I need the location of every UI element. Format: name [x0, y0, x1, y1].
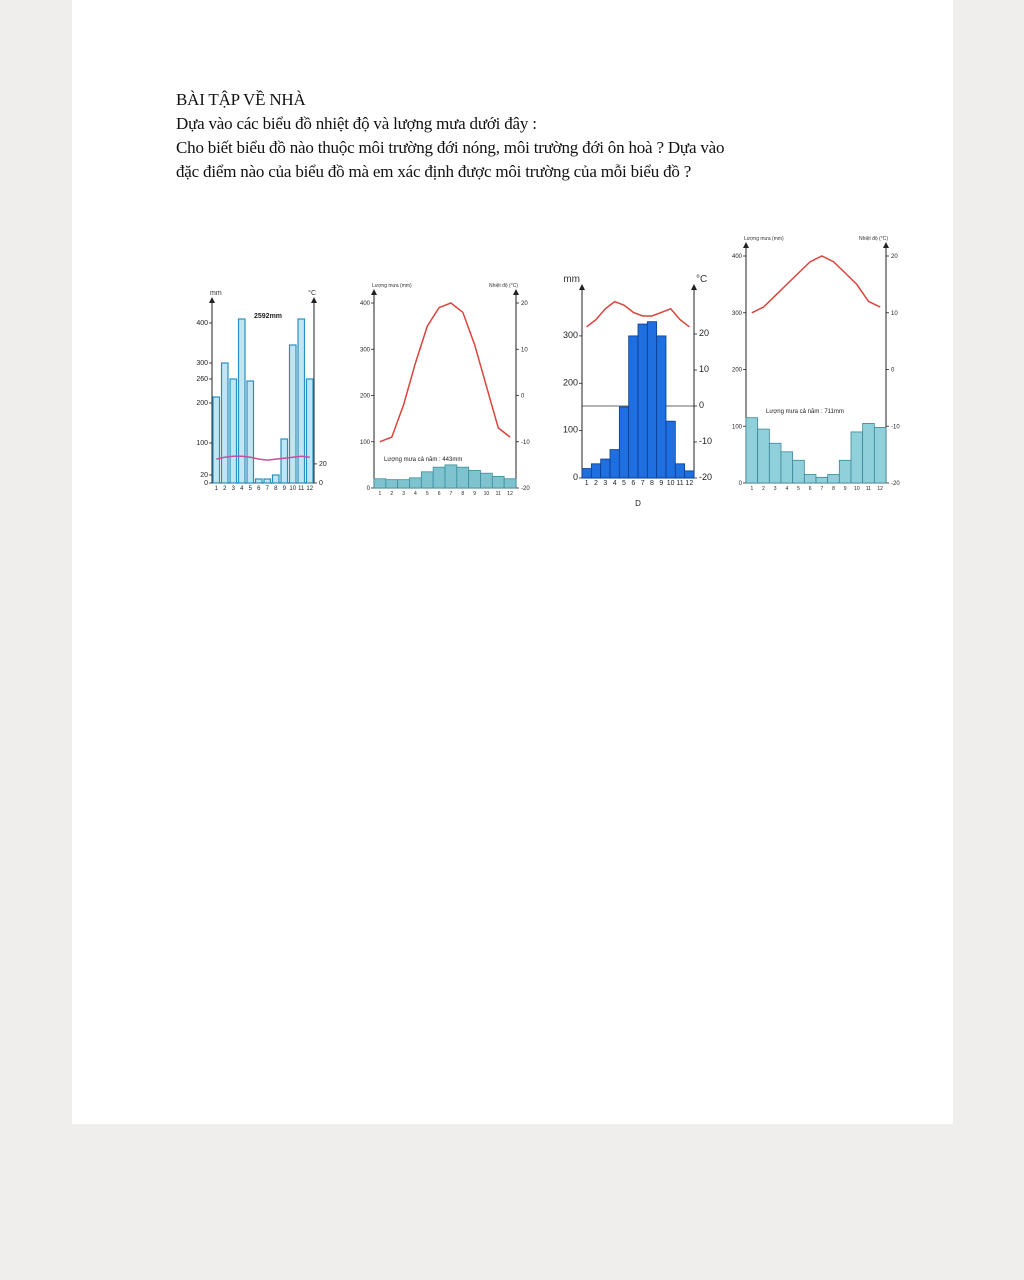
rain-bar	[591, 464, 600, 478]
exercise-question-line-1: Cho biết biểu đồ nào thuộc môi trường đới nóng, môi trường đới ôn hoà ? Dựa vào	[176, 138, 725, 157]
annual-rainfall-label: Lượng mưa cả năm : 711mm	[766, 409, 844, 415]
rain-bar	[758, 429, 770, 483]
climate-chart-3	[556, 274, 713, 510]
right-axis-unit: Nhiệt độ (°C)	[859, 236, 888, 242]
rain-bar	[657, 336, 666, 478]
chart-svg	[196, 285, 336, 500]
left-tick-label: 200	[196, 400, 208, 407]
rain-bar	[863, 423, 875, 483]
rain-bar	[281, 439, 288, 483]
left-tick-label: 20	[200, 472, 208, 479]
climate-chart-2	[346, 278, 530, 498]
month-label: 1	[214, 486, 218, 492]
document-page	[72, 0, 953, 1124]
rain-bar	[247, 381, 254, 483]
rain-bar	[685, 471, 694, 478]
left-tick-label: 0	[366, 486, 370, 492]
month-label: 4	[785, 486, 789, 492]
left-tick-label: 100	[359, 439, 370, 446]
rain-bar	[481, 473, 493, 488]
month-label: 2	[762, 486, 765, 492]
rain-bar	[619, 407, 628, 478]
month-label: 10	[289, 486, 297, 492]
rain-bar	[638, 324, 647, 478]
left-tick-label: 300	[196, 360, 208, 367]
month-label: 8	[832, 486, 835, 492]
month-label: 6	[631, 480, 636, 487]
rain-bar	[230, 379, 237, 483]
left-tick-label: 300	[562, 329, 578, 340]
right-tick-label: 0	[699, 400, 705, 410]
rain-bar	[222, 363, 229, 483]
right-axis-arrow	[883, 242, 889, 248]
month-label: 4	[414, 491, 417, 497]
month-label: 12	[507, 491, 513, 497]
right-axis-unit: °C	[696, 274, 708, 285]
rain-bar	[457, 467, 469, 488]
left-axis-unit: mm	[563, 274, 580, 285]
left-tick-label: 100	[196, 440, 208, 447]
left-axis-arrow	[371, 289, 377, 295]
left-tick-label: 200	[731, 367, 742, 374]
right-tick-label: 20	[699, 328, 710, 338]
chart-caption: D	[635, 499, 641, 508]
left-tick-label: 400	[359, 301, 370, 307]
left-tick-label: 200	[359, 393, 370, 400]
month-label: 5	[248, 486, 252, 492]
left-tick-label: 300	[359, 347, 370, 354]
right-tick-label: 10	[521, 347, 528, 354]
rain-bar	[839, 460, 851, 483]
right-tick-label: -10	[891, 424, 900, 431]
rain-bar	[264, 479, 271, 483]
month-label: 1	[584, 480, 589, 487]
month-label: 10	[666, 480, 675, 487]
right-tick-label: 20	[891, 254, 898, 260]
rain-bar	[410, 478, 422, 488]
left-tick-label: 0	[204, 480, 208, 487]
climate-chart-1	[196, 285, 336, 500]
temperature-line	[380, 303, 510, 442]
month-label: 4	[612, 480, 617, 487]
rain-bar	[874, 427, 886, 483]
month-label: 2	[390, 491, 394, 497]
rain-bar	[781, 452, 793, 483]
month-label: 9	[843, 486, 847, 492]
rain-bar	[504, 479, 516, 488]
month-label: 9	[282, 486, 286, 492]
month-label: 12	[306, 486, 314, 492]
exercise-heading: BÀI TẬP VỀ NHÀ	[176, 90, 306, 109]
month-label: 11	[495, 491, 501, 497]
right-tick-label: 0	[891, 367, 895, 374]
left-tick-label: 0	[738, 481, 742, 487]
right-axis-unit: Nhiệt độ (°C)	[489, 283, 518, 289]
rain-bar	[582, 469, 591, 478]
rain-bar	[816, 477, 828, 483]
rain-bar	[386, 480, 398, 488]
right-axis-arrow	[311, 297, 317, 303]
temperature-line	[587, 302, 690, 327]
rain-bar	[746, 418, 758, 483]
chart-svg	[556, 274, 713, 510]
rain-bar	[469, 470, 481, 488]
month-label: 1	[750, 486, 754, 492]
rain-bar	[256, 479, 263, 483]
left-tick-label: 0	[572, 472, 578, 482]
rain-bar	[273, 475, 280, 483]
month-label: 4	[240, 486, 244, 492]
left-tick-label: 100	[731, 424, 742, 431]
right-tick-label: -10	[699, 436, 713, 446]
exercise-question-line-2: đặc điểm nào của biểu đồ mà em xác định được môi trường của mỗi biểu đồ ?	[176, 162, 692, 181]
right-tick-label: -10	[521, 439, 530, 446]
rain-bar	[666, 421, 675, 478]
month-label: 6	[257, 486, 261, 492]
month-label: 2	[223, 486, 227, 492]
right-axis-unit: °C	[308, 290, 316, 297]
rain-bar	[298, 319, 305, 483]
month-label: 3	[773, 486, 777, 492]
month-label: 9	[659, 480, 664, 487]
month-label: 8	[650, 480, 654, 487]
month-label: 3	[603, 480, 608, 487]
month-label: 5	[425, 491, 429, 497]
exercise-instruction: Dựa vào các biểu đồ nhiệt độ và lượng mưa dưới đây :	[176, 114, 537, 133]
rain-bar	[828, 474, 840, 483]
rain-bar	[793, 460, 805, 483]
month-label: 9	[473, 491, 476, 497]
right-tick-label: 20	[319, 460, 327, 468]
left-tick-label: 200	[562, 377, 578, 388]
month-label: 12	[877, 486, 883, 492]
month-label: 10	[483, 491, 490, 497]
month-label: 11	[865, 486, 872, 492]
month-label: 7	[640, 480, 645, 487]
rain-bar	[239, 319, 246, 483]
chart-svg	[346, 278, 530, 498]
rain-bar	[610, 450, 619, 478]
rain-bar	[307, 379, 314, 483]
rain-bar	[675, 464, 684, 478]
month-label: 10	[854, 486, 860, 492]
month-label: 5	[797, 486, 800, 492]
month-label: 12	[685, 480, 694, 487]
rain-bar	[601, 459, 610, 478]
right-tick-label: -20	[521, 486, 530, 492]
month-label: 6	[437, 491, 441, 497]
chart-svg	[726, 238, 916, 493]
right-tick-label: 0	[319, 480, 323, 487]
climate-chart-4	[726, 238, 916, 493]
rain-bar	[492, 476, 504, 488]
left-tick-label: 400	[731, 254, 742, 260]
month-label: 11	[676, 480, 684, 487]
rain-bar	[629, 336, 638, 478]
annual-rainfall-label: Lượng mưa cả năm : 443mm	[384, 457, 463, 463]
rain-bar	[374, 479, 386, 488]
right-tick-label: 0	[521, 393, 525, 400]
month-label: 6	[808, 486, 812, 492]
left-axis-unit: mm	[210, 290, 222, 297]
left-tick-label: 400	[196, 320, 208, 327]
rain-bar	[421, 472, 433, 488]
rain-bar	[769, 443, 781, 483]
right-tick-label: -20	[699, 472, 713, 482]
month-label: 1	[378, 491, 382, 497]
left-axis-arrow	[209, 297, 215, 303]
month-label: 5	[622, 480, 626, 487]
right-tick-label: 20	[521, 301, 528, 307]
month-label: 2	[594, 480, 598, 487]
month-label: 7	[449, 491, 453, 497]
month-label: 8	[274, 486, 278, 492]
rain-bar	[213, 397, 220, 483]
right-tick-label: -20	[891, 481, 900, 487]
month-label: 11	[298, 486, 305, 492]
month-label: 3	[402, 491, 405, 497]
left-tick-label: 100	[562, 424, 578, 435]
month-label: 8	[461, 491, 465, 497]
annual-rainfall-label: 2592mm	[254, 313, 283, 320]
right-tick-label: 10	[891, 310, 898, 317]
month-label: 7	[820, 486, 824, 492]
exercise-text	[176, 88, 876, 184]
rain-bar	[445, 465, 457, 488]
rain-bar	[851, 432, 863, 483]
temperature-line	[752, 256, 880, 313]
rain-bar	[290, 345, 297, 483]
rain-bar	[804, 474, 816, 483]
right-tick-label: 10	[699, 364, 710, 374]
right-axis-arrow	[513, 289, 519, 295]
month-label: 7	[265, 486, 269, 492]
left-axis-unit: Lượng mưa (mm)	[744, 236, 784, 242]
rain-bar	[398, 480, 410, 488]
rain-bar	[647, 322, 656, 478]
left-tick-label: 260	[196, 376, 208, 383]
month-label: 3	[231, 486, 235, 492]
left-tick-label: 300	[731, 310, 742, 317]
left-axis-arrow	[743, 242, 749, 248]
rain-bar	[433, 467, 445, 488]
left-axis-unit: Lượng mưa (mm)	[372, 283, 412, 289]
